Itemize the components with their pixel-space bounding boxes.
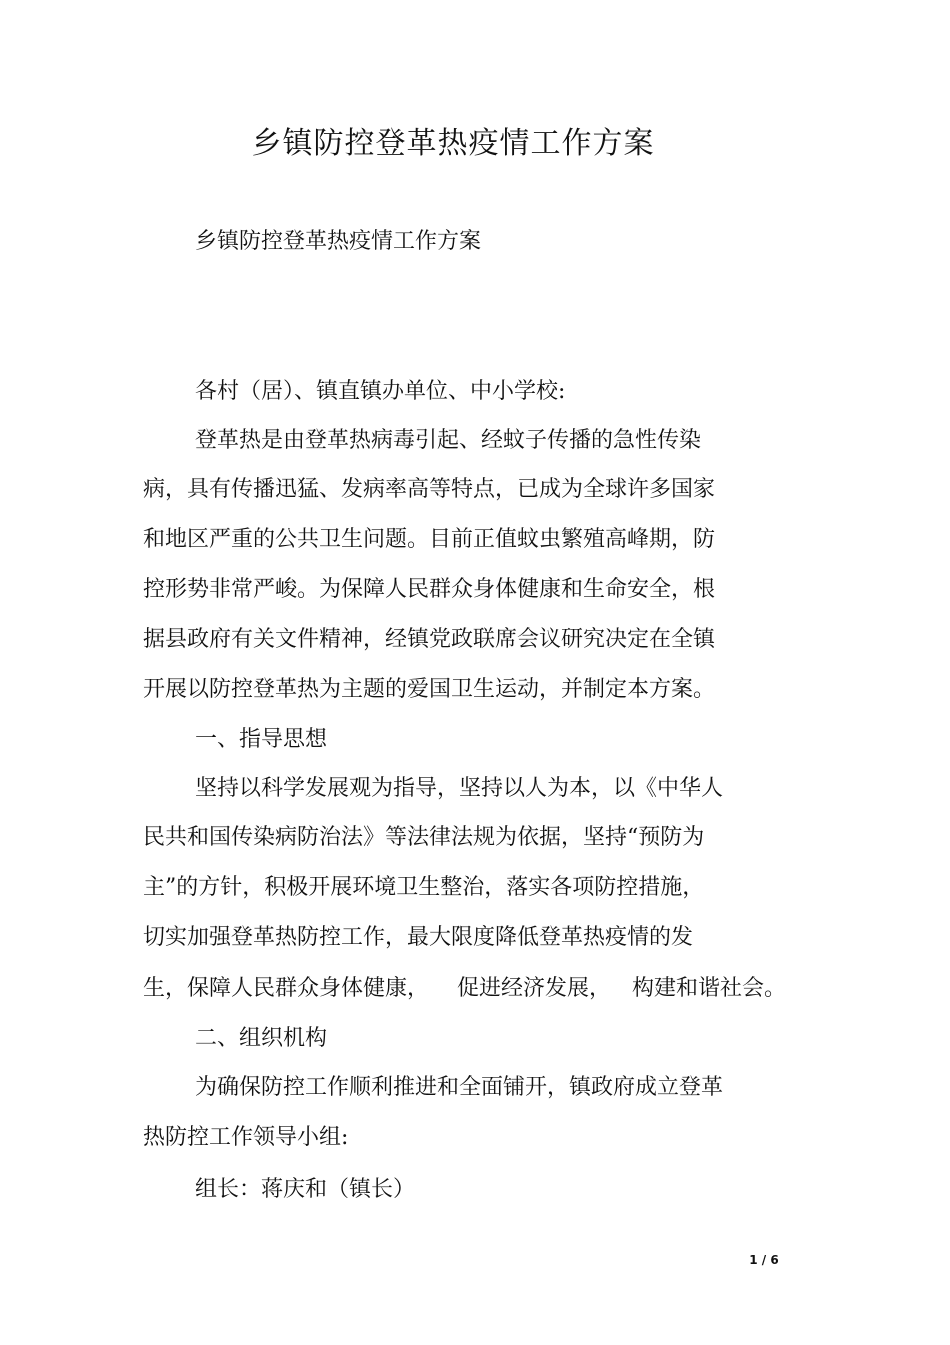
intro-line: 病，具有传播迅猛、发病率高等特点，已成为全球许多国家 [143,477,716,502]
intro-line: 控形势非常严峻。为保障人民群众身体健康和生命安全，根 [143,577,716,602]
section-heading-guiding-ideology: 一、指导思想 [195,727,328,752]
intro-line: 和地区严重的公共卫生问题。目前正值蚊虫繁殖高峰期，防 [143,527,716,552]
intro-line: 据县政府有关文件精神，经镇党政联席会议研究决定在全镇 [143,627,716,652]
section1-line: 民共和国传染病防治法》等法律法规为依据，坚持“预防为 [143,825,705,850]
section1-line: 切实加强登革热防控工作，最大限度降低登革热疫情的发 [143,925,694,950]
salutation: 各村（居）、镇直镇办单位、中小学校: [195,379,566,404]
intro-line: 开展以防控登革热为主题的爱国卫生运动，并制定本方案。 [143,677,716,702]
section2-line: 热防控工作领导小组: [143,1125,349,1150]
section1-line: 主”的方针，积极开展环境卫生整治，落实各项防控措施， [143,875,705,900]
page-number: 1 / 6 [749,1253,779,1267]
section1-line: 生，保障人民群众身体健康， 促进经济发展， 构建和谐社会。 [143,976,786,1001]
section1-line: 坚持以科学发展观为指导，坚持以人为本，以《中华人 [195,776,724,801]
intro-line: 登革热是由登革热病毒引起、经蚊子传播的急性传染 [195,428,702,453]
section-heading-organization: 二、组织机构 [195,1026,328,1051]
document-subtitle: 乡镇防控登革热疫情工作方案 [195,229,482,254]
section2-line: 为确保防控工作顺利推进和全面铺开，镇政府成立登革 [195,1075,724,1100]
document-title: 乡镇防控登革热疫情工作方案 [251,126,655,161]
leader-line: 组长：蒋庆和（镇长） [195,1177,416,1202]
